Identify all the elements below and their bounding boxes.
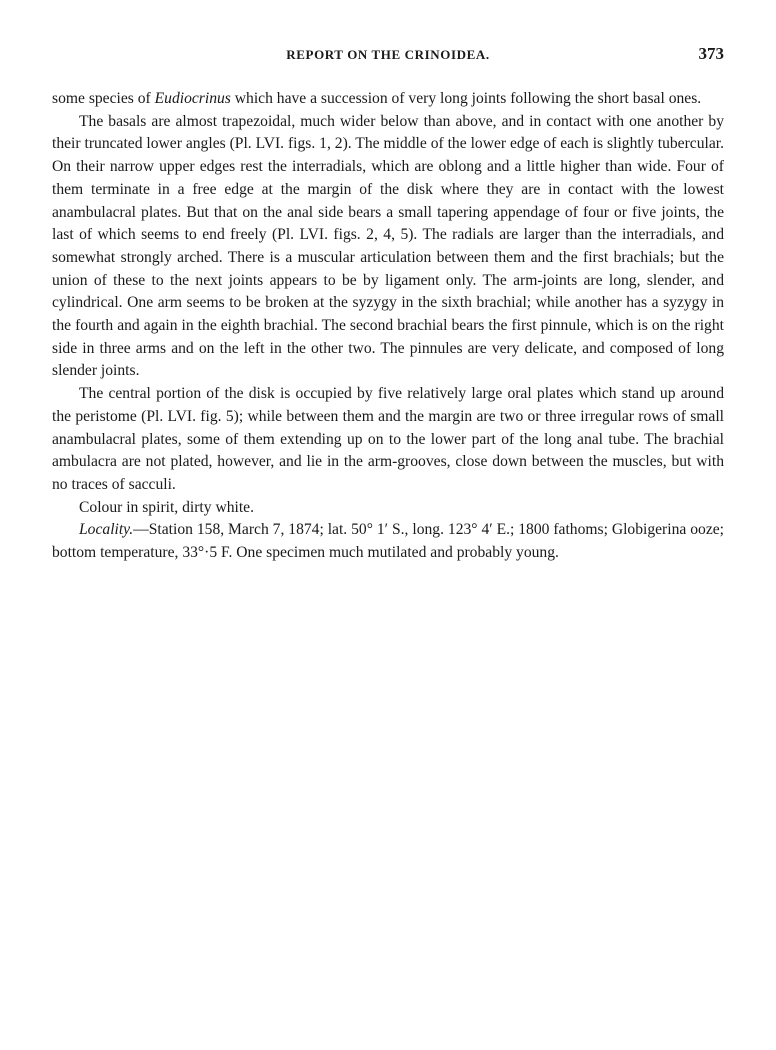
paragraph-basals: The basals are almost trapezoidal, much wider below than above, and in contact with one another by their truncated lower angles (Pl. LVI. figs. 1, 2). The middle of the lower edge of each is slightly tubercular. On their narrow upper edges rest the interradials, which are oblong and a little higher than wide. Four of them terminate in a free edge at the margin of the disk where they are in contact with the lowest anambulacral plates. But that on the anal side bears a small tapering appendage of four or five joints, the last of which seems to end freely (Pl. LVI. figs. 2, 4, 5). The radials are larger than the interradials, and somewhat strongly arched. There is a muscular articulation between them and the first brachials; but the union of these to the next joints appears to be by ligament only. The arm-joints are long, slender, and cylindrical. One arm seems to be broken at the syzygy in the sixth brachial; while another has a syzygy in the fourth and again in the eighth brachial. The second brachial bears the first pinnule, which is on the right side in three arms and on the left in the other two. The pinnules are very delicate, and composed of long slender joints. — [52, 112, 724, 380]
paragraph-disk: The central portion of the disk is occupied by five relatively large oral plates which stand up around the peristome (Pl. LVI. fig. 5); while between them and the margin are two or three irregular rows of small anambulacral plates, some of them extending up on to the lower part of the long anal tube. The brachial ambulacra are not plated, however, and lie in the arm-grooves, close down between the muscles, but with no traces of sacculi. — [52, 385, 724, 493]
paragraph-continuation — [52, 88, 724, 111]
paragraph-locality — [52, 519, 724, 564]
page-header — [52, 44, 724, 71]
p1-before-genus: some species of — [52, 90, 155, 107]
locality-text: —Station 158, March 7, 1874; lat. 50° 1′ S., long. 123° 4′ E.; 1800 fathoms; Globigerina ooze; bottom temperature, 33°·5 F. One specimen much mutilated and probably young. — [52, 521, 724, 562]
p1-after-genus: which have a succession of very long joints following the short basal ones. — [230, 90, 702, 107]
page-number: 373 — [698, 44, 724, 63]
locality-label: Locality. — [79, 521, 134, 539]
genus-name: Eudiocrinus — [154, 90, 231, 107]
running-head: REPORT ON THE CRINOIDEA. — [286, 47, 490, 62]
paragraph-colour: Colour in spirit, dirty white. — [79, 498, 254, 516]
body-text — [52, 88, 724, 565]
